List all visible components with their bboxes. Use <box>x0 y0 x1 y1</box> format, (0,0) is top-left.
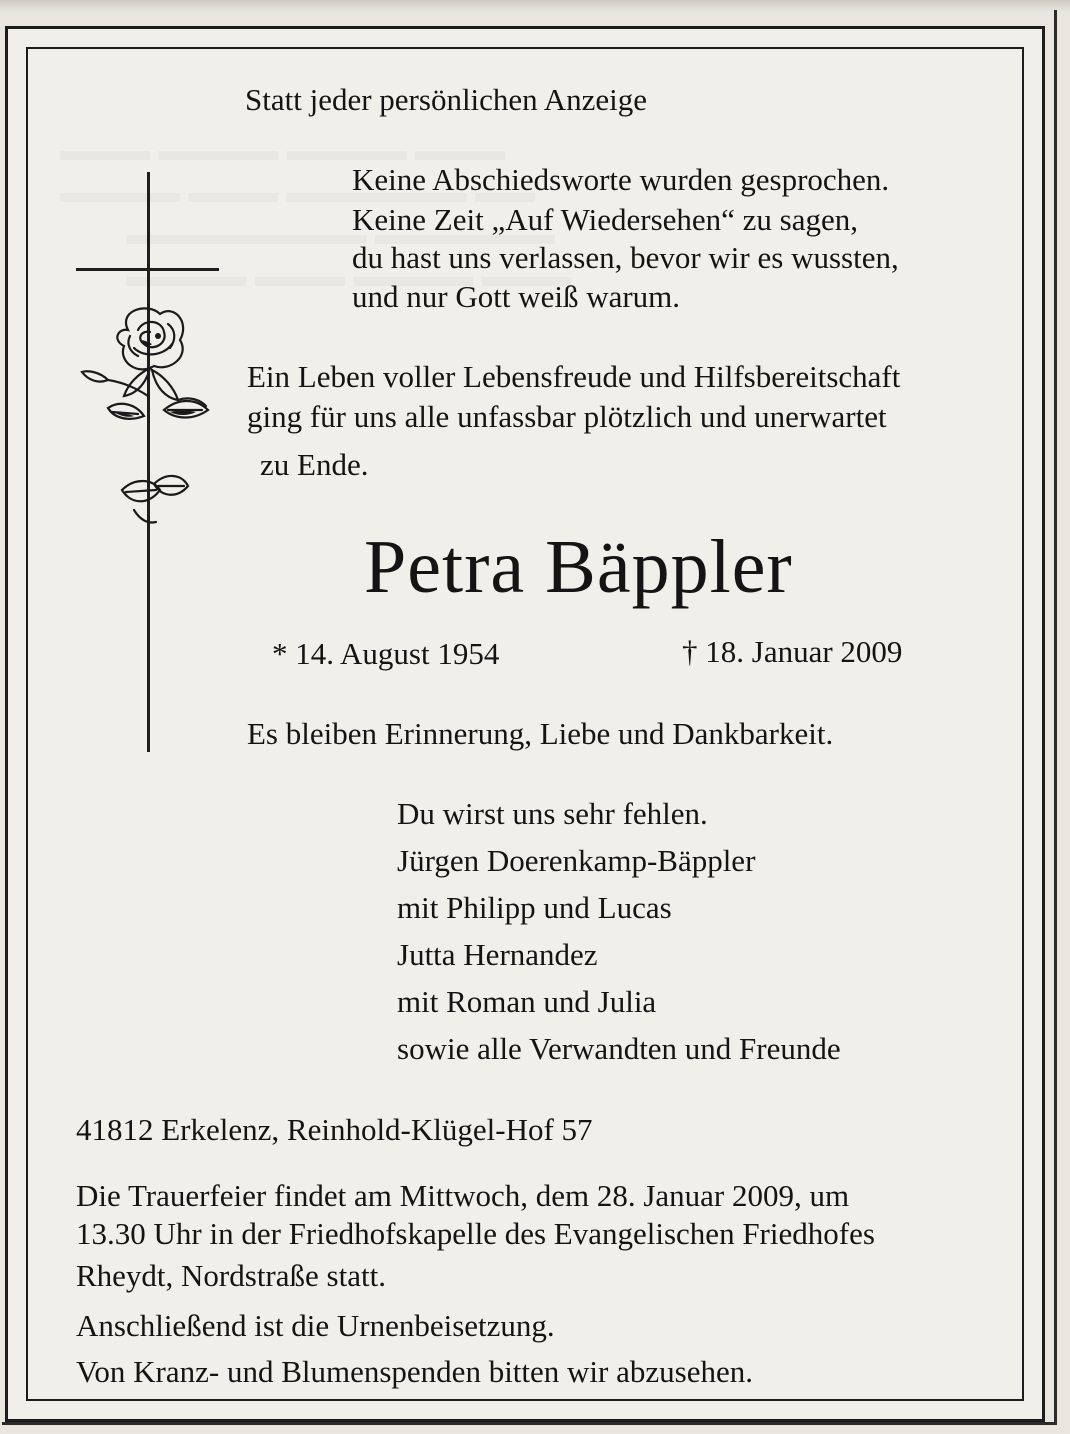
mourner-line: Jürgen Doerenkamp-Bäppler <box>397 843 756 878</box>
deceased-name: Petra Bäppler <box>364 525 793 609</box>
intro-heading: Statt jeder persönlichen Anzeige <box>245 82 648 117</box>
address: 41812 Erkelenz, Reinhold-Klügel-Hof 57 <box>76 1112 593 1147</box>
burial-line: Anschließend ist die Urnenbeisetzung. <box>76 1308 555 1343</box>
tribute-line: zu Ende. <box>260 447 369 482</box>
death-date: † 18. Januar 2009 <box>682 634 903 669</box>
rose-icon <box>78 300 228 530</box>
birth-date: * 14. August 1954 <box>272 636 500 671</box>
tribute-line: ging für uns alle unfassbar plötzlich und unerwartet <box>247 399 887 434</box>
tribute-line: Ein Leben voller Lebensfreude und Hilfsbereitschaft <box>247 359 901 394</box>
poem-line: Keine Zeit „Auf Wiedersehen“ zu sagen, <box>352 202 859 237</box>
service-line: Rheydt, Nordstraße statt. <box>76 1258 386 1293</box>
service-line: 13.30 Uhr in der Friedhofskapelle des Evangelischen Friedhofes <box>76 1216 875 1251</box>
poem-line: und nur Gott weiß warum. <box>352 279 681 314</box>
mourner-line: mit Roman und Julia <box>397 984 657 1019</box>
mourner-line: Jutta Hernandez <box>397 937 598 972</box>
poem-line: du hast uns verlassen, bevor wir es wussten, <box>352 240 899 275</box>
service-line: Die Trauerfeier findet am Mittwoch, dem 28. Januar 2009, um <box>76 1178 850 1213</box>
poem-line: Keine Abschiedsworte wurden gesprochen. <box>352 162 890 197</box>
mourner-line: sowie alle Verwandten und Freunde <box>397 1031 841 1066</box>
mourner-line: mit Philipp und Lucas <box>397 890 672 925</box>
remembrance-line: Es bleiben Erinnerung, Liebe und Dankbarkeit. <box>247 716 834 751</box>
cross-icon-bar <box>76 268 219 271</box>
flowers-line: Von Kranz- und Blumenspenden bitten wir abzusehen. <box>76 1354 753 1389</box>
mourner-line: Du wirst uns sehr fehlen. <box>397 796 708 831</box>
